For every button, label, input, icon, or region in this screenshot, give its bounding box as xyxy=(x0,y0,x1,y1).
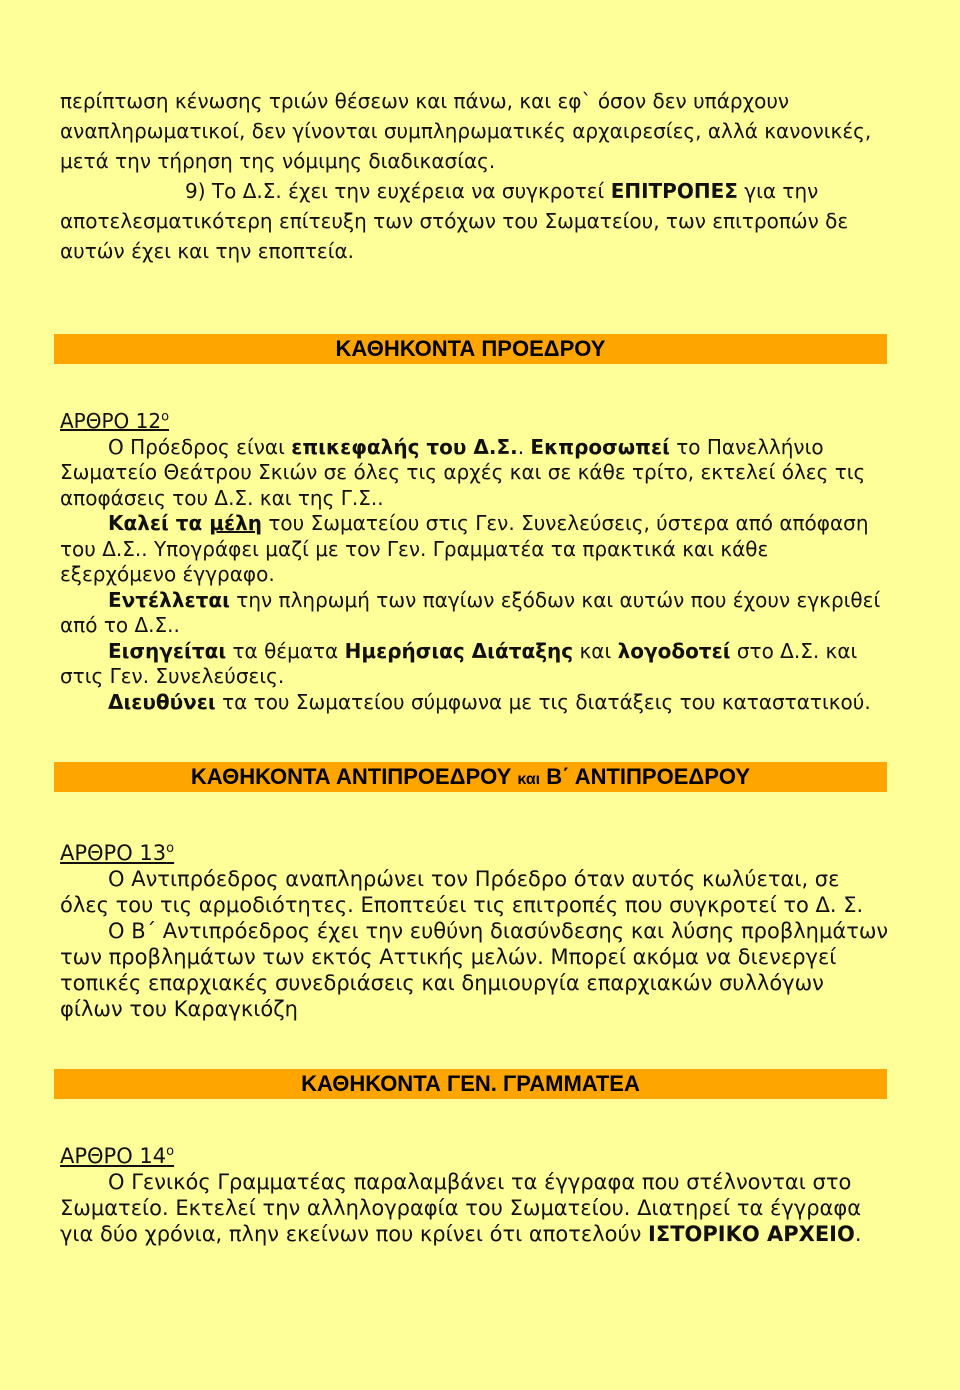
article-12-p4-a: Εισηγείται xyxy=(108,638,227,663)
article-14-p1-b: ΙΣΤΟΡΙΚΟ ΑΡΧΕΙΟ xyxy=(648,1222,855,1246)
article-12-p1-e: το Πανελλήνιο Σωματείο Θεάτρου Σκιών σε όλες τις αρχές και σε κάθε τρίτο, εκτελεί όλες τις αποφάσεις του Δ.Σ. και της Γ.Σ.. xyxy=(60,434,866,510)
article-12-title-text: ΑΡΘΡΟ 12 xyxy=(60,409,162,433)
article-12-p4-d: και xyxy=(573,638,618,663)
paragraph-9-bold: ΕΠΙΤΡΟΠΕΣ xyxy=(610,179,738,203)
article-12-p5-a: Διευθύνει xyxy=(108,689,216,714)
article-12-p1-b: επικεφαλής του Δ.Σ. xyxy=(291,434,518,459)
article-14-title-text: ΑΡΘΡΟ 14 xyxy=(60,1144,167,1168)
article-12-paragraph-1 xyxy=(60,435,890,512)
intro-paragraph: περίπτωση κένωσης τριών θέσεων και πάνω, και εφ` όσον δεν υπάρχουν αναπληρωματικοί, δεν γίνονται συμπληρωματικές αρχαιρεσίες, αλλά κανονικές, μετά την τήρηση της νόμιμης διαδικασίας. xyxy=(60,89,872,173)
article-12-p1-d: Εκπροσωπεί xyxy=(530,434,670,459)
article-13-title xyxy=(60,841,174,865)
article-14 xyxy=(60,1143,890,1247)
article-12-p4-e: λογοδοτεί xyxy=(617,638,731,663)
article-13-paragraph-1: Ο Αντιπρόεδρος αναπληρώνει τον Πρόεδρο όταν αυτός κωλύεται, σε όλες του τις αρμοδιότητες. Εποπτεύει τις επιτροπές που συγκροτεί το Δ. Σ. xyxy=(60,867,864,917)
section-header-vp-b: και xyxy=(517,771,541,788)
section-header-general-secretary xyxy=(54,1069,887,1099)
article-12-title-sup: ο xyxy=(161,409,170,425)
article-14-title xyxy=(60,1144,174,1168)
article-12-paragraph-2 xyxy=(60,511,890,588)
article-13-title-sup: ο xyxy=(166,841,175,856)
article-12-p3-a: Εντέλλεται xyxy=(108,587,230,612)
article-12-p4-b: τα θέματα xyxy=(226,638,345,663)
section-header-vp-a: ΚΑΘΗΚΟΝΤΑ ΑΝΤΙΠΡΟΕΔΡΟΥ xyxy=(190,764,518,789)
article-14-paragraph-1 xyxy=(60,1169,890,1247)
article-12-paragraph-4 xyxy=(60,639,890,690)
paragraph-9-prefix: 9) Το Δ.Σ. έχει την ευχέρεια να συγκροτεί xyxy=(185,179,611,203)
section-header-vice-president xyxy=(54,762,887,792)
section-header-vp-c: Β΄ ΑΝΤΙΠΡΟΕΔΡΟΥ xyxy=(540,764,751,789)
section-header-president xyxy=(54,334,887,364)
article-13 xyxy=(60,840,890,1022)
article-12-paragraph-3 xyxy=(60,588,890,639)
section-header-vice-president-text xyxy=(191,762,750,795)
article-12-p4-f: στο Δ.Σ. και στις Γεν. Συνελεύσεις. xyxy=(60,638,858,688)
paragraph-9 xyxy=(60,176,890,266)
article-12-p2-b: μέλη xyxy=(209,511,262,535)
intro-text xyxy=(60,86,890,266)
article-12-p5-b: τα του Σωματείου σύμφωνα με τις διατάξεις του καταστατικού. xyxy=(215,689,871,714)
section-header-general-secretary-text: ΚΑΘΗΚΟΝΤΑ ΓΕΝ. ΓΡΑΜΜΑΤΕΑ xyxy=(301,1071,640,1096)
paragraph-9-suffix: για την αποτελεσματικότερη επίτευξη των στόχων του Σωματείου, των επιτροπών δε αυτών έχει και την εποπτεία. xyxy=(60,179,849,263)
article-13-paragraph-2: Ο Β΄ Αντιπρόεδρος έχει την ευθύνη διασύνδεσης και λύσης προβλημάτων των προβλημάτων των εκτός Αττικής μελών. Μπορεί ακόμα να διενεργεί τοπικές επαρχιακές συνεδριάσεις και δημιουργία επαρχιακών συλλόγων φίλων του Καραγκιόζη xyxy=(60,919,889,1021)
article-12-p3-b: την πληρωμή των παγίων εξόδων και αυτών που έχουν εγκριθεί από το Δ.Σ.. xyxy=(60,587,881,637)
article-12-p2-c: του Σωματείου στις Γεν. Συνελεύσεις, ύστερα από απόφαση του Δ.Σ.. Υπογράφει μαζί με τον Γεν. Γραμματέα τα πρακτικά και κάθε εξερχόμενο έγγραφο. xyxy=(60,511,869,586)
article-14-p1-a: Ο Γενικός Γραμματέας παραλαμβάνει τα έγγραφα που στέλνονται στο Σωματείο. Εκτελεί την αλληλογραφία του Σωματείου. Διατηρεί τα έγγραφα για δύο χρόνια, πλην εκείνων που κρίνει ότι αποτελούν xyxy=(60,1170,862,1246)
article-12-p4-c: Ημερήσιας Διάταξης xyxy=(344,638,574,663)
article-12-p1-c: . xyxy=(517,434,531,459)
article-13-title-text: ΑΡΘΡΟ 13 xyxy=(60,841,167,865)
article-12-paragraph-5 xyxy=(60,690,890,716)
article-12-title xyxy=(60,409,169,433)
article-14-p1-c: . xyxy=(854,1222,862,1246)
article-12-p1-a: Ο Πρόεδρος είναι xyxy=(108,434,292,459)
article-14-title-sup: ο xyxy=(166,1144,175,1159)
article-12-p2-a: Καλεί τα xyxy=(108,511,210,535)
section-header-president-text: ΚΑΘΗΚΟΝΤΑ ΠΡΟΕΔΡΟΥ xyxy=(335,336,606,361)
article-12 xyxy=(60,409,890,715)
